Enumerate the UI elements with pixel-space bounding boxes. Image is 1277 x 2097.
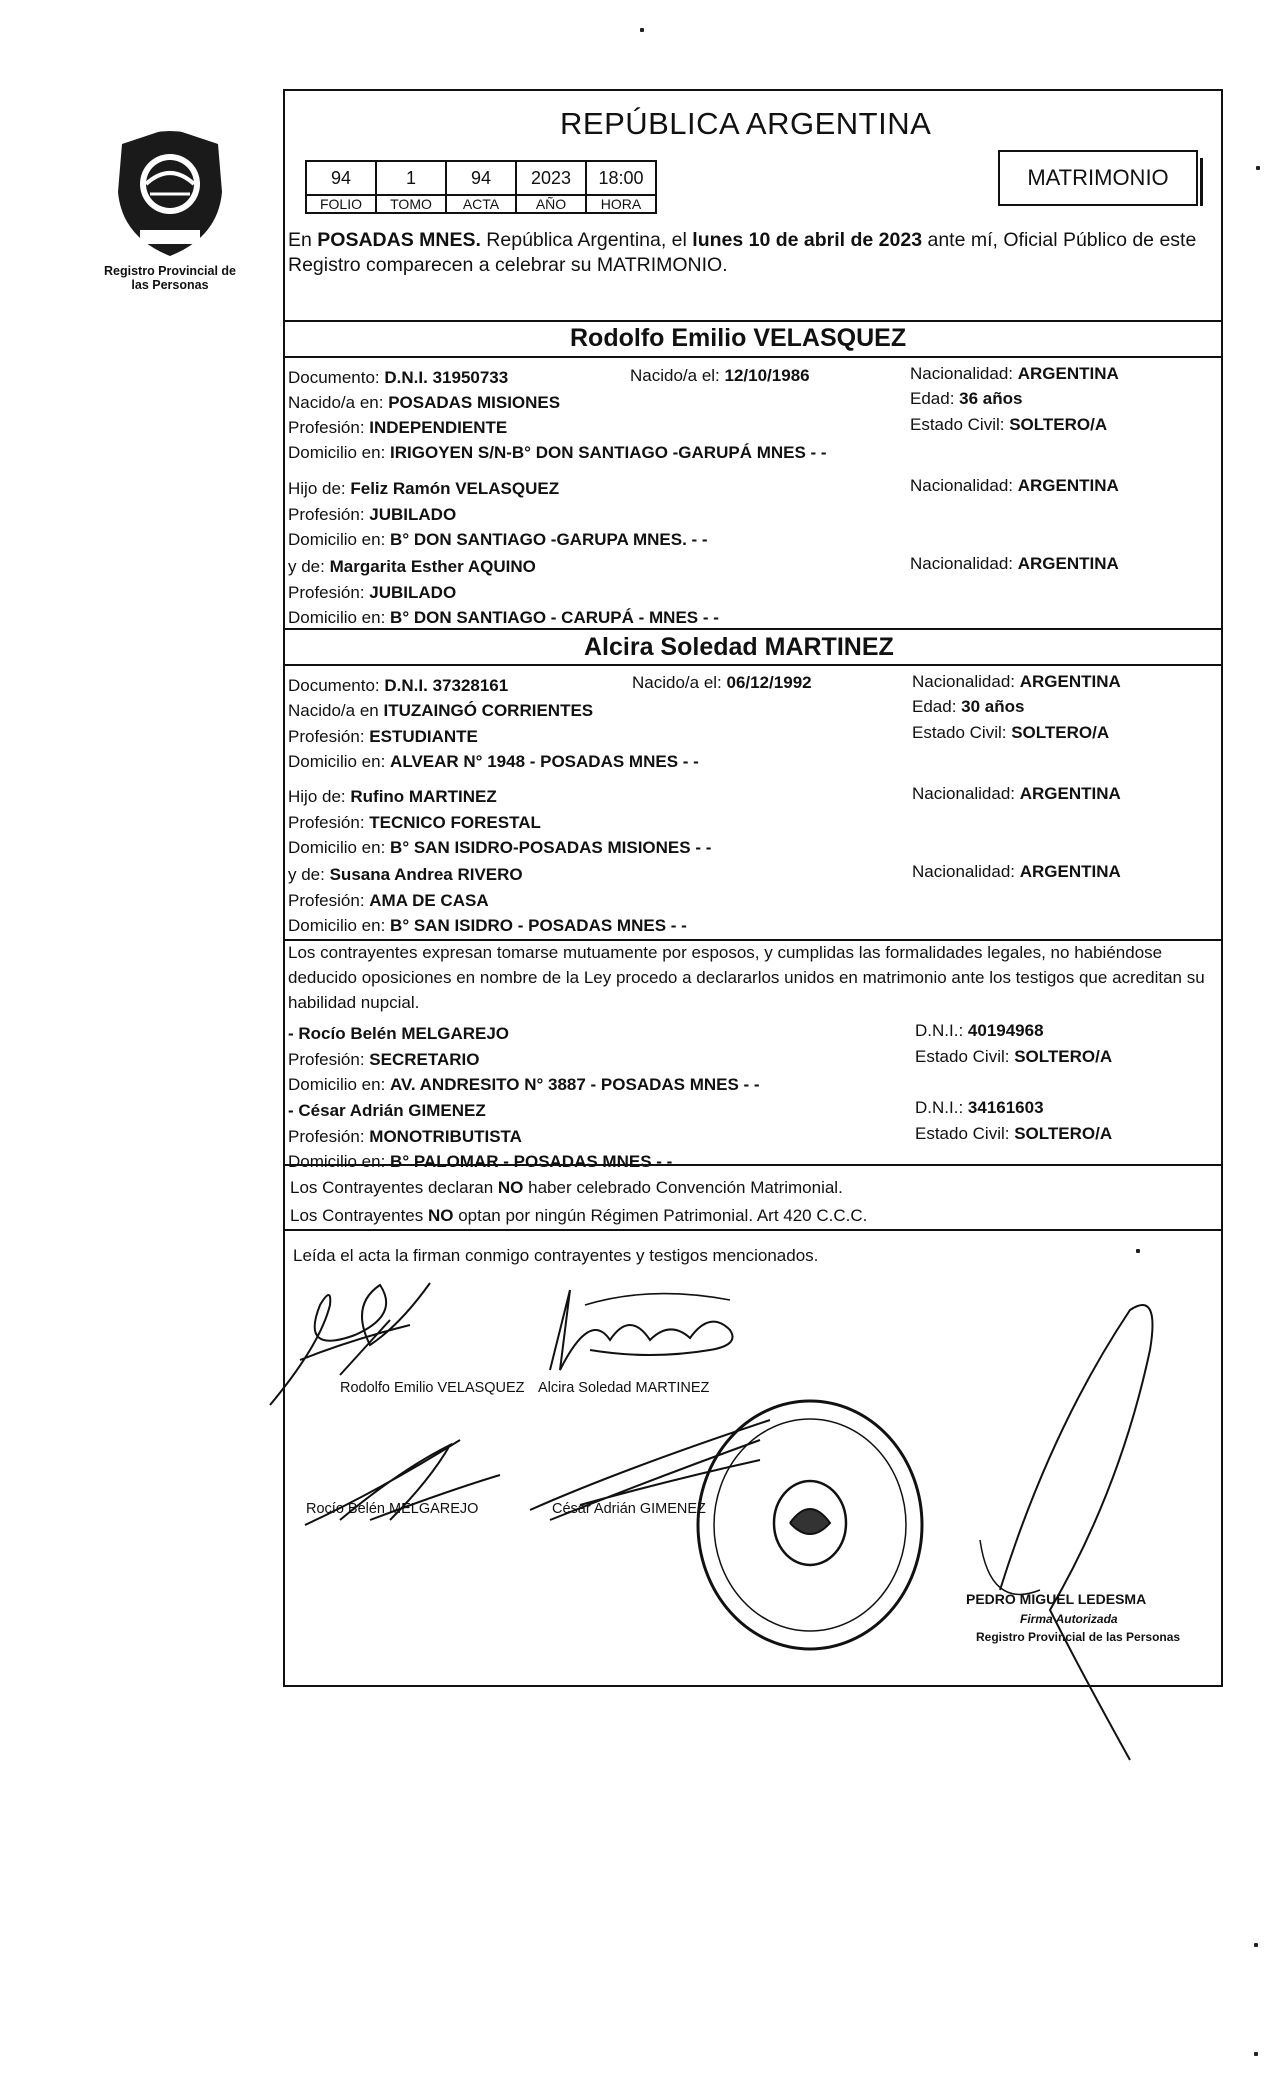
witness2-civil-status: Estado Civil: SOLTERO/A xyxy=(915,1124,1113,1143)
spouse2-age: Edad: 30 años xyxy=(912,697,1025,716)
registry-seal-icon xyxy=(110,122,230,262)
tomo-value: 1 xyxy=(376,161,446,195)
spouse1-civil-status: Estado Civil: SOLTERO/A xyxy=(910,415,1108,434)
spouse2-mother-nationality: Nacionalidad: ARGENTINA xyxy=(912,862,1121,881)
official-org: Registro Provincial de las Personas xyxy=(976,1630,1181,1644)
folio-label: FOLIO xyxy=(306,195,376,213)
spouse2-mother-address: Domicilio en: B° SAN ISIDRO - POSADAS MNES - - xyxy=(288,916,687,935)
spouse1-born-on: Nacido/a el: 12/10/1986 xyxy=(630,366,810,385)
acta-label: ACTA xyxy=(446,195,516,213)
spouse1-father: Hijo de: Feliz Ramón VELASQUEZ xyxy=(288,479,560,498)
scan-mark xyxy=(1254,1943,1258,1947)
spouse2-name: Alcira Soledad MARTINEZ xyxy=(584,633,894,661)
folio-value: 94 xyxy=(306,161,376,195)
spouse2-father: Hijo de: Rufino MARTINEZ xyxy=(288,787,497,806)
intro-text-2: República Argentina, el xyxy=(480,229,693,251)
spouse2-mother: y de: Susana Andrea RIVERO xyxy=(288,865,523,884)
registry-logo xyxy=(100,122,240,300)
witness1-name: - Rocío Belén MELGAREJO xyxy=(288,1024,510,1043)
spouse2-born-on: Nacido/a el: 06/12/1992 xyxy=(632,673,812,692)
document-type: MATRIMONIO xyxy=(998,150,1198,206)
convention-line-1: Los Contrayentes declaran NO haber celebrado Convención Matrimonial. xyxy=(290,1178,843,1197)
spouse2-civil-status: Estado Civil: SOLTERO/A xyxy=(912,723,1110,742)
spouse1-born-in: Nacido/a en: POSADAS MISIONES xyxy=(288,393,561,412)
spouse1-age: Edad: 36 años xyxy=(910,389,1023,408)
spouse1-document: Documento: D.N.I. 31950733 xyxy=(288,368,509,387)
declaration-paragraph: Los contrayentes expresan tomarse mutuamente por esposos, y cumplidas las formalidades legales, no habiéndose deducido oposiciones en nombre de la Ley procedo a declararlos unidos en matrimonio ante los testigos que acreditan su habilidad nupcial. xyxy=(288,943,1205,1012)
spouse1-address: Domicilio en: IRIGOYEN S/N-B° DON SANTIAGO -GARUPÁ MNES - - xyxy=(288,443,827,462)
record-codes xyxy=(305,160,657,214)
spouse1-mother-address: Domicilio en: B° DON SANTIAGO - CARUPÁ - MNES - - xyxy=(288,608,719,627)
spouse2-father-nationality: Nacionalidad: ARGENTINA xyxy=(912,784,1121,803)
scan-mark xyxy=(640,28,644,32)
signature-4-label: César Adrián GIMENEZ xyxy=(552,1501,706,1517)
intro-text-1: En xyxy=(288,229,318,251)
hora-label: HORA xyxy=(586,195,656,213)
spouse1-profession: Profesión: INDEPENDIENTE xyxy=(288,418,508,437)
spouse2-born-in: Nacido/a en ITUZAINGÓ CORRIENTES xyxy=(288,701,594,720)
spouse2-mother-profession: Profesión: AMA DE CASA xyxy=(288,891,489,910)
spouse1-mother-profession: Profesión: JUBILADO xyxy=(288,583,457,602)
signature-1-label: Rodolfo Emilio VELASQUEZ xyxy=(340,1380,525,1396)
witness2-profession: Profesión: MONOTRIBUTISTA xyxy=(288,1127,522,1146)
signature-3-label: Rocío Belén MELGAREJO xyxy=(306,1501,479,1517)
official-signature-mark xyxy=(930,1290,1170,1780)
spouse1-father-nationality: Nacionalidad: ARGENTINA xyxy=(910,476,1119,495)
acta-value: 94 xyxy=(446,161,516,195)
witness1-address: Domicilio en: AV. ANDRESITO N° 3887 - POSADAS MNES - - xyxy=(288,1075,760,1094)
spouse2-father-address: Domicilio en: B° SAN ISIDRO-POSADAS MISIONES - - xyxy=(288,838,712,857)
witness1-profession: Profesión: SECRETARIO xyxy=(288,1050,480,1069)
official-title: Firma Autorizada xyxy=(1020,1612,1118,1626)
spouse1-father-address: Domicilio en: B° DON SANTIAGO -GARUPA MNES. - - xyxy=(288,530,708,549)
ano-label: AÑO xyxy=(516,195,586,213)
scan-mark xyxy=(1256,166,1260,170)
convention-line-2: Los Contrayentes NO optan por ningún Régimen Patrimonial. Art 420 C.C.C. xyxy=(290,1206,868,1225)
country-title: REPÚBLICA ARGENTINA xyxy=(560,106,932,141)
witness2-name: - César Adrián GIMENEZ xyxy=(288,1101,486,1120)
intro-city: POSADAS MNES. xyxy=(317,229,481,251)
spouse1-name: Rodolfo Emilio VELASQUEZ xyxy=(570,324,907,352)
witness2-dni: D.N.I.: 34161603 xyxy=(915,1098,1044,1117)
official-name: PEDRO MIGUEL LEDESMA xyxy=(966,1591,1147,1607)
signature-2-label: Alcira Soledad MARTINEZ xyxy=(538,1380,710,1396)
tomo-label: TOMO xyxy=(376,195,446,213)
official-stamp xyxy=(690,1395,930,1655)
spouse2-address: Domicilio en: ALVEAR N° 1948 - POSADAS MNES - - xyxy=(288,752,699,771)
closing-text: Leída el acta la firman conmigo contrayentes y testigos mencionados. xyxy=(293,1246,819,1265)
spouse2-document: Documento: D.N.I. 37328161 xyxy=(288,676,509,695)
signature-mark-2 xyxy=(530,1270,760,1380)
spouse2-profession: Profesión: ESTUDIANTE xyxy=(288,727,478,746)
scan-mark xyxy=(1136,1249,1140,1253)
hora-value: 18:00 xyxy=(586,161,656,195)
registry-caption: Registro Provincial de las Personas xyxy=(104,264,236,292)
spouse1-mother: y de: Margarita Esther AQUINO xyxy=(288,557,536,576)
spouse1-father-profession: Profesión: JUBILADO xyxy=(288,505,457,524)
spouse1-nationality: Nacionalidad: ARGENTINA xyxy=(910,364,1119,383)
ano-value: 2023 xyxy=(516,161,586,195)
spouse1-mother-nationality: Nacionalidad: ARGENTINA xyxy=(910,554,1119,573)
intro-date: lunes 10 de abril de 2023 xyxy=(692,229,923,251)
scan-mark xyxy=(1254,2052,1258,2056)
spouse2-nationality: Nacionalidad: ARGENTINA xyxy=(912,672,1121,691)
spouse2-father-profession: Profesión: TECNICO FORESTAL xyxy=(288,813,541,832)
intro-text-3: ante mí, Oficial Público de este Registro comparecen a celebrar su MATRIMONIO. xyxy=(288,229,1197,276)
intro-paragraph xyxy=(288,228,1218,278)
witness2-address: Domicilio en: B° PALOMAR - POSADAS MNES - - xyxy=(288,1152,673,1171)
witness1-civil-status: Estado Civil: SOLTERO/A xyxy=(915,1047,1113,1066)
witness1-dni: D.N.I.: 40194968 xyxy=(915,1021,1044,1040)
